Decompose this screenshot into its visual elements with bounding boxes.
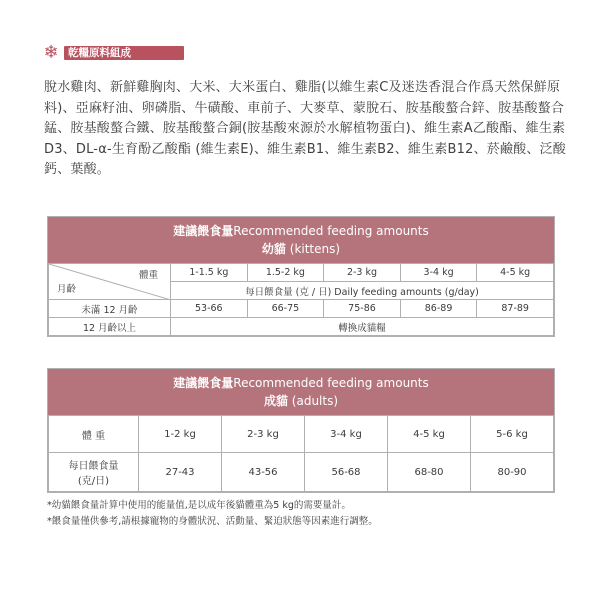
section-header [40,42,168,64]
value-cell: 80-90 [471,453,554,492]
adults-subtitle-en: (adults) [291,394,339,408]
adults-subtitle-zh: 成貓 [263,394,288,408]
kittens-title-en: Recommended feeding amounts [233,224,429,238]
weight-cell: 1-2 kg [139,416,222,453]
adults-table-header [48,369,554,415]
ingredients-text: 脫水雞肉、新鮮雞胸肉、大米、大米蛋白、雞脂(以維生素C及迷迭香混合作爲天然保鮮原料)、亞麻籽油、卵磷脂、牛磺酸、車前子、大麥草、蒙脫石、胺基酸螯合鋅、胺基酸螯合錳、胺基酸螯合鐵、胺基酸螯合銅(胺基酸來源於水解植物蛋白)、維生素A乙酸酯、維生素D3、DL-α-生育酚乙酸酯 (維生素E)、維生素B1、維生素B2、維生素B12、菸鹼酸、泛酸鈣、葉酸。 [44,80,566,177]
footnotes [47,498,567,530]
weight-cell: 4-5 kg [477,264,554,282]
weight-cell: 3-4 kg [400,264,477,282]
kittens-subtitle-zh: 幼貓 [261,242,286,256]
weight-label: 體重 [138,270,158,281]
value-cell: 27-43 [139,453,222,492]
weight-label: 體 重 [49,416,139,453]
weight-cell: 5-6 kg [471,416,554,453]
corner-cell [49,264,171,300]
value-cell: 75-86 [324,300,401,318]
kittens-subtitle-en: (kittens) [289,242,341,256]
snowflake-icon: ❄ [43,42,59,63]
weight-cell: 1.5-2 kg [247,264,324,282]
value-cell: 43-56 [222,453,305,492]
value-cell: 66-75 [247,300,324,318]
daily-amount-label-line1: 每日餵食量 [68,461,119,472]
daily-amount-label [49,453,139,492]
kittens-feeding-table [47,216,555,337]
age-cell: 12 月齡以上 [49,318,171,336]
kittens-table-header [48,217,554,263]
value-cell: 56-68 [305,453,388,492]
value-cell: 86-89 [400,300,477,318]
weight-cell: 3-4 kg [305,416,388,453]
daily-amount-label-line2: (克/日) [77,476,110,487]
footnote: *餵食量僅供參考,請根據寵物的身體狀況、活動量、緊迫狀態等因素進行調整。 [47,516,378,527]
kittens-title-zh: 建議餵食量 [173,224,234,238]
weight-cell: 1-1.5 kg [171,264,248,282]
switch-food-note: 轉換成貓糧 [171,318,554,336]
adults-title-zh: 建議餵食量 [173,376,234,390]
value-cell: 87-89 [477,300,554,318]
section-title: 乾糧原料組成 [68,47,131,59]
weight-cell: 2-3 kg [222,416,305,453]
value-cell: 53-66 [171,300,248,318]
adults-title-en: Recommended feeding amounts [233,376,429,390]
age-label: 月齡 [57,284,77,295]
weight-cell: 2-3 kg [324,264,401,282]
adults-feeding-table [47,368,555,493]
footnote: *幼貓餵食量計算中使用的能量值,是以成年後貓體重為5 kg的需要量計。 [47,500,351,511]
value-cell: 68-80 [388,453,471,492]
daily-amount-label: 每日餵食量 (克 / 日) Daily feeding amounts (g/day) [171,282,554,300]
adults-grid [48,415,554,492]
weight-cell: 4-5 kg [388,416,471,453]
age-cell: 未滿 12 月齡 [49,300,171,318]
kittens-grid [48,263,554,336]
